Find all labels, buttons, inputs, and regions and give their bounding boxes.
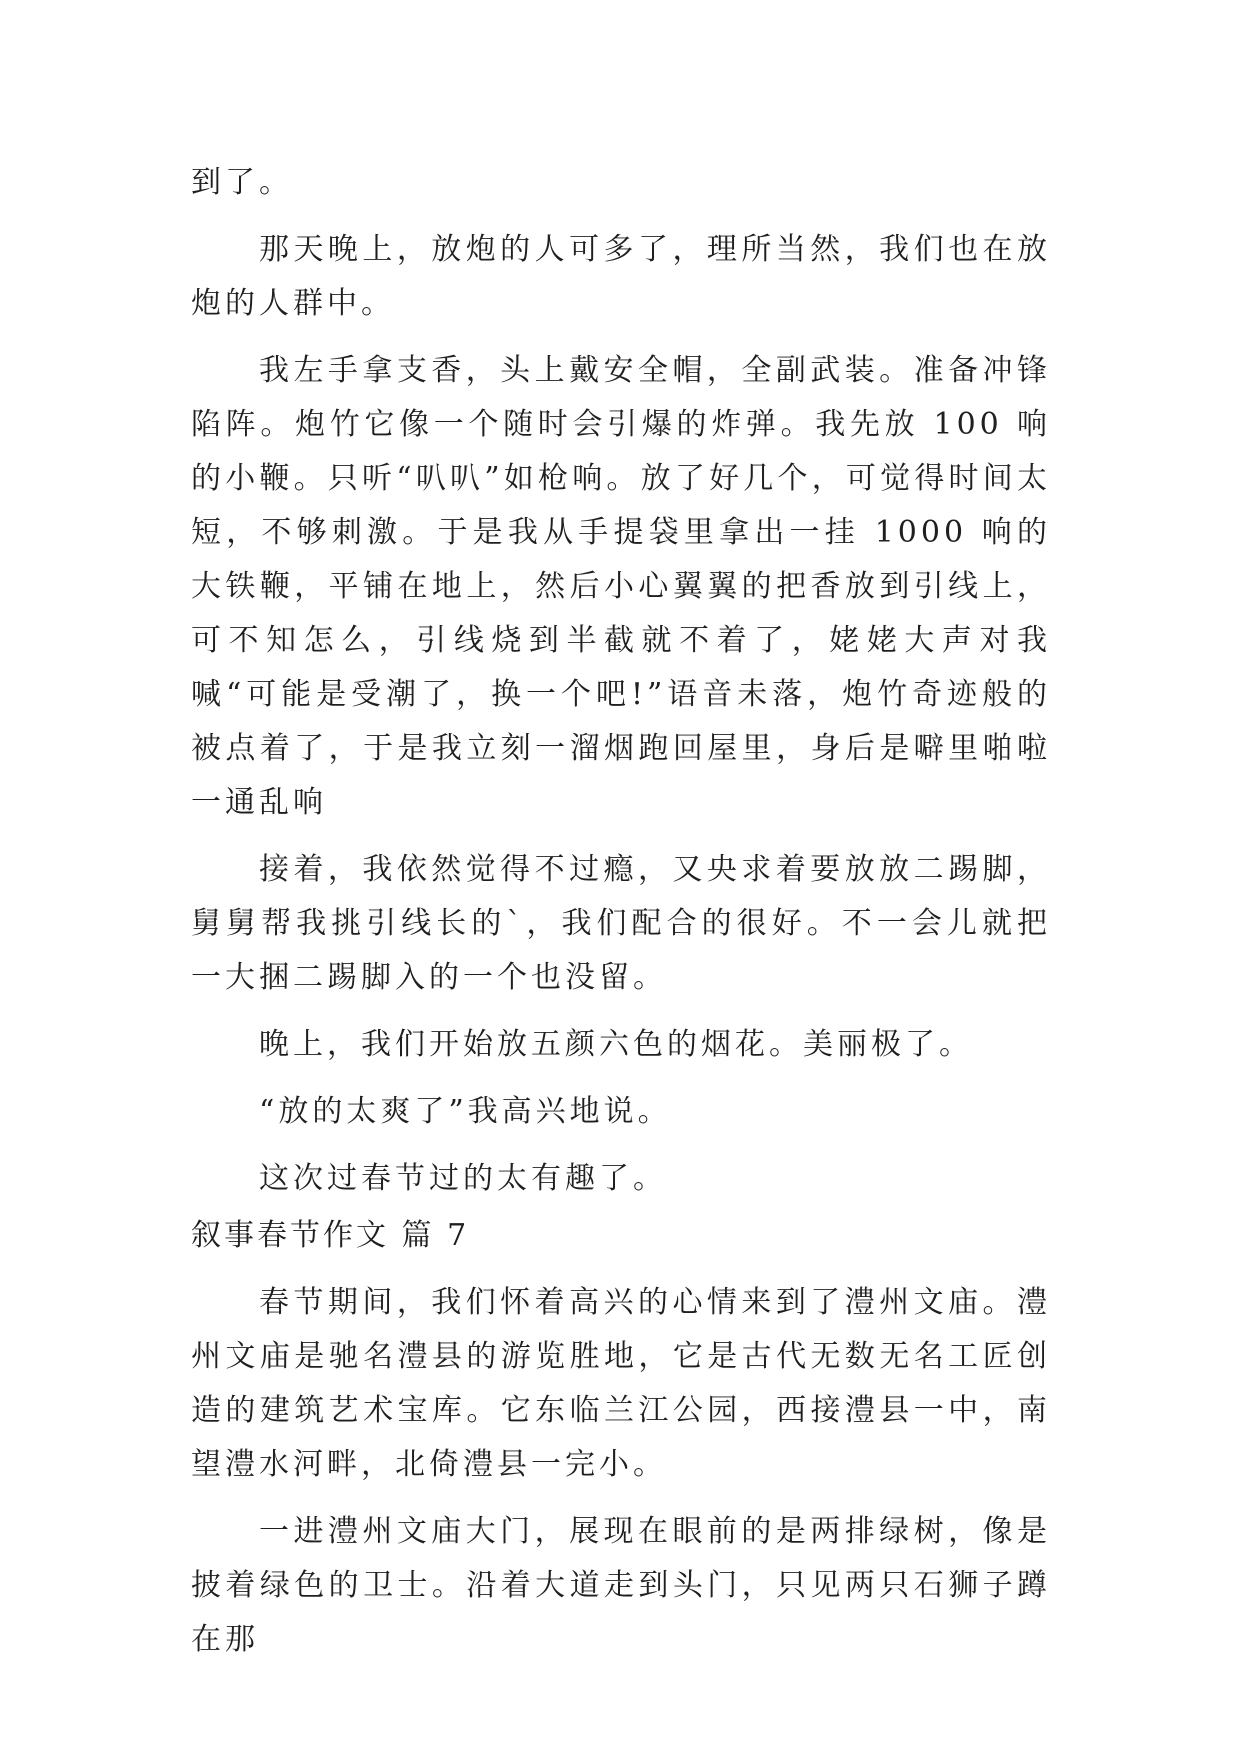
paragraph: 我左手拿支香，头上戴安全帽，全副武装。准备冲锋陷阵。炮竹它像一个随时会引爆的炸弹。我先放 100 响的小鞭。只听“叭叭”如枪响。放了好几个，可觉得时间太短，不够刺激。于是我从手提袋里拿出一挂 1000 响的大铁鞭，平铺在地上，然后小心翼翼的把香放到引线上，可不知怎么，引线烧到半截就不着了，姥姥大声对我喊“可能是受潮了，换一个吧!”语音未落，炮竹奇迹般的被点着了，于是我立刻一溜烟跑回屋里，身后是噼里啪啦一通乱响 <box>191 353 1051 820</box>
paragraph: 接着，我依然觉得不过瘾，又央求着要放放二踢脚，舅舅帮我挑引线长的`，我们配合的很好。不一会儿就把一大捆二踢脚入的一个也没留。 <box>191 852 1051 995</box>
paragraph: 一进澧州文庙大门，展现在眼前的是两排绿树，像是披着绿色的卫士。沿着大道走到头门，只见两只石狮子蹲在那 <box>191 1514 1051 1657</box>
section-heading: 叙事春节作文 篇 7 <box>191 1218 470 1253</box>
paragraph: 这次过春节过的太有趣了。 <box>259 1161 667 1196</box>
paragraph: “放的太爽了”我高兴地说。 <box>259 1094 672 1129</box>
paragraph: 那天晚上，放炮的人可多了，理所当然，我们也在放炮的人群中。 <box>191 232 1051 321</box>
paragraph: 春节期间，我们怀着高兴的心情来到了澧州文庙。澧州文庙是驰名澧县的游览胜地，它是古代无数无名工匠创造的建筑艺术宝库。它东临兰江公园，西接澧县一中，南望澧水河畔，北倚澧县一完小。 <box>191 1285 1051 1482</box>
paragraph-continuation: 到了。 <box>191 165 293 200</box>
document-body <box>191 156 1051 1667</box>
paragraph: 晚上，我们开始放五颜六色的烟花。美丽极了。 <box>259 1027 973 1062</box>
